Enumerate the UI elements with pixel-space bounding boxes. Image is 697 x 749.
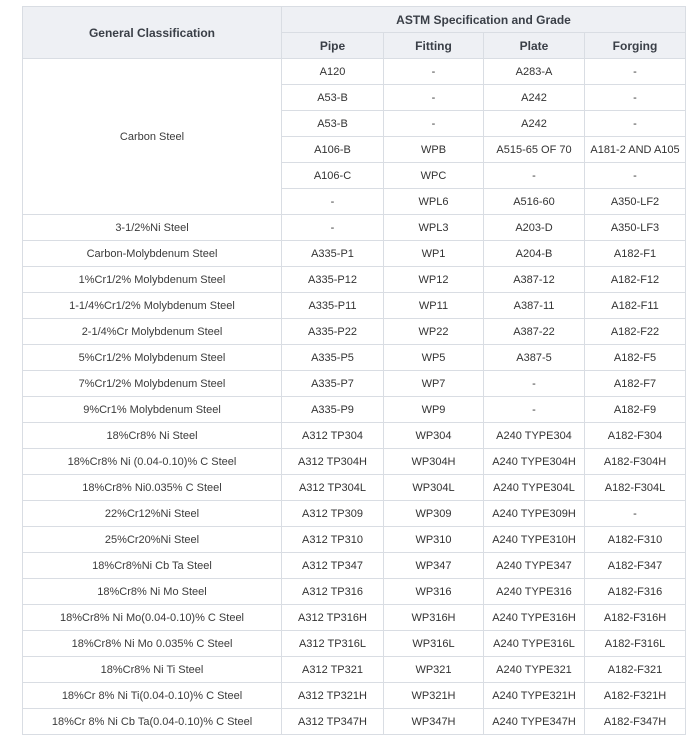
classification-cell: 18%Cr 8% Ni Ti(0.04-0.10)% C Steel bbox=[23, 683, 282, 709]
plate-cell: A240 TYPE304H bbox=[484, 449, 585, 475]
plate-header: Plate bbox=[484, 33, 585, 59]
pipe-cell: A335-P22 bbox=[282, 319, 384, 345]
forging-cell: A182-F316H bbox=[585, 605, 686, 631]
pipe-cell: A335-P5 bbox=[282, 345, 384, 371]
plate-cell: A240 TYPE347H bbox=[484, 709, 585, 735]
plate-cell: A387-11 bbox=[484, 293, 585, 319]
table-row bbox=[23, 241, 686, 267]
table-row bbox=[23, 345, 686, 371]
fitting-cell: WP7 bbox=[384, 371, 484, 397]
plate-cell: A387-22 bbox=[484, 319, 585, 345]
forging-cell: A182-F5 bbox=[585, 345, 686, 371]
forging-cell: A182-F304L bbox=[585, 475, 686, 501]
table-row bbox=[23, 319, 686, 345]
table-row bbox=[23, 267, 686, 293]
forging-cell: - bbox=[585, 111, 686, 137]
classification-cell: 18%Cr 8% Ni Cb Ta(0.04-0.10)% C Steel bbox=[23, 709, 282, 735]
table-row bbox=[23, 475, 686, 501]
pipe-cell: A312 TP347H bbox=[282, 709, 384, 735]
forging-cell: A182-F304 bbox=[585, 423, 686, 449]
astm-specification-table bbox=[22, 6, 686, 735]
plate-cell: A240 TYPE321H bbox=[484, 683, 585, 709]
fitting-cell: - bbox=[384, 111, 484, 137]
table-row bbox=[23, 215, 686, 241]
classification-cell: 2-1/4%Cr Molybdenum Steel bbox=[23, 319, 282, 345]
plate-cell: A240 TYPE316 bbox=[484, 579, 585, 605]
plate-cell: A240 TYPE309H bbox=[484, 501, 585, 527]
pipe-cell: A312 TP304H bbox=[282, 449, 384, 475]
forging-cell: A182-F12 bbox=[585, 267, 686, 293]
fitting-cell: WP5 bbox=[384, 345, 484, 371]
fitting-cell: WP11 bbox=[384, 293, 484, 319]
forging-cell: A182-F9 bbox=[585, 397, 686, 423]
pipe-cell: A106-C bbox=[282, 163, 384, 189]
plate-cell: - bbox=[484, 397, 585, 423]
table-row bbox=[23, 397, 686, 423]
plate-cell: A240 TYPE347 bbox=[484, 553, 585, 579]
classification-cell: 18%Cr8% Ni Steel bbox=[23, 423, 282, 449]
classification-cell: 1%Cr1/2% Molybdenum Steel bbox=[23, 267, 282, 293]
forging-cell: - bbox=[585, 501, 686, 527]
carbon-steel-label: Carbon Steel bbox=[23, 59, 282, 215]
forging-cell: A181-2 AND A105 bbox=[585, 137, 686, 163]
classification-cell: Carbon-Molybdenum Steel bbox=[23, 241, 282, 267]
fitting-cell: WP304H bbox=[384, 449, 484, 475]
fitting-cell: WP310 bbox=[384, 527, 484, 553]
pipe-cell: A312 TP316 bbox=[282, 579, 384, 605]
fitting-cell: WP321 bbox=[384, 657, 484, 683]
forging-cell: - bbox=[585, 163, 686, 189]
fitting-cell: - bbox=[384, 59, 484, 85]
plate-cell: A283-A bbox=[484, 59, 585, 85]
general-classification-header: General Classification bbox=[23, 7, 282, 59]
table-row bbox=[23, 501, 686, 527]
plate-cell: A240 TYPE304 bbox=[484, 423, 585, 449]
classification-cell: 25%Cr20%Ni Steel bbox=[23, 527, 282, 553]
table-row bbox=[23, 709, 686, 735]
pipe-header: Pipe bbox=[282, 33, 384, 59]
fitting-cell: WPC bbox=[384, 163, 484, 189]
forging-cell: A182-F310 bbox=[585, 527, 686, 553]
pipe-cell: A120 bbox=[282, 59, 384, 85]
plate-cell: A515-65 OF 70 bbox=[484, 137, 585, 163]
plate-cell: A240 TYPE316L bbox=[484, 631, 585, 657]
classification-cell: 5%Cr1/2% Molybdenum Steel bbox=[23, 345, 282, 371]
forging-cell: A182-F347 bbox=[585, 553, 686, 579]
plate-cell: A240 TYPE316H bbox=[484, 605, 585, 631]
plate-cell: A240 TYPE310H bbox=[484, 527, 585, 553]
classification-cell: 18%Cr8% Ni Mo(0.04-0.10)% C Steel bbox=[23, 605, 282, 631]
classification-cell: 18%Cr8% Ni0.035% C Steel bbox=[23, 475, 282, 501]
plate-cell: A203-D bbox=[484, 215, 585, 241]
forging-cell: A350-LF3 bbox=[585, 215, 686, 241]
table-row bbox=[23, 605, 686, 631]
table-row bbox=[23, 683, 686, 709]
fitting-cell: WP321H bbox=[384, 683, 484, 709]
plate-cell: A387-5 bbox=[484, 345, 585, 371]
pipe-cell: A335-P12 bbox=[282, 267, 384, 293]
classification-cell: 18%Cr8% Ni Mo 0.035% C Steel bbox=[23, 631, 282, 657]
pipe-cell: A335-P1 bbox=[282, 241, 384, 267]
forging-cell: A182-F7 bbox=[585, 371, 686, 397]
table-row bbox=[23, 293, 686, 319]
fitting-cell: WPL6 bbox=[384, 189, 484, 215]
plate-cell: A240 TYPE321 bbox=[484, 657, 585, 683]
pipe-cell: A53-B bbox=[282, 85, 384, 111]
forging-cell: - bbox=[585, 59, 686, 85]
plate-cell: - bbox=[484, 163, 585, 189]
fitting-header: Fitting bbox=[384, 33, 484, 59]
classification-cell: 7%Cr1/2% Molybdenum Steel bbox=[23, 371, 282, 397]
classification-cell: 18%Cr8% Ni Mo Steel bbox=[23, 579, 282, 605]
forging-cell: A182-F304H bbox=[585, 449, 686, 475]
pipe-cell: A106-B bbox=[282, 137, 384, 163]
classification-cell: 1-1/4%Cr1/2% Molybdenum Steel bbox=[23, 293, 282, 319]
forging-cell: A182-F321H bbox=[585, 683, 686, 709]
forging-cell: - bbox=[585, 85, 686, 111]
table-row bbox=[23, 59, 686, 85]
fitting-cell: WP316H bbox=[384, 605, 484, 631]
plate-cell: A204-B bbox=[484, 241, 585, 267]
pipe-cell: A335-P9 bbox=[282, 397, 384, 423]
pipe-cell: - bbox=[282, 215, 384, 241]
plate-cell: A516-60 bbox=[484, 189, 585, 215]
fitting-cell: - bbox=[384, 85, 484, 111]
fitting-cell: WP316 bbox=[384, 579, 484, 605]
table-row bbox=[23, 553, 686, 579]
fitting-cell: WP316L bbox=[384, 631, 484, 657]
pipe-cell: - bbox=[282, 189, 384, 215]
pipe-cell: A312 TP304 bbox=[282, 423, 384, 449]
fitting-cell: WP1 bbox=[384, 241, 484, 267]
classification-cell: 18%Cr8%Ni Cb Ta Steel bbox=[23, 553, 282, 579]
pipe-cell: A312 TP316L bbox=[282, 631, 384, 657]
pipe-cell: A312 TP321H bbox=[282, 683, 384, 709]
forging-cell: A182-F1 bbox=[585, 241, 686, 267]
fitting-cell: WP347H bbox=[384, 709, 484, 735]
table-row bbox=[23, 449, 686, 475]
pipe-cell: A312 TP321 bbox=[282, 657, 384, 683]
astm-specification-header: ASTM Specification and Grade bbox=[282, 7, 686, 33]
classification-cell: 22%Cr12%Ni Steel bbox=[23, 501, 282, 527]
fitting-cell: WP304 bbox=[384, 423, 484, 449]
fitting-cell: WP309 bbox=[384, 501, 484, 527]
classification-cell: 18%Cr8% Ni (0.04-0.10)% C Steel bbox=[23, 449, 282, 475]
forging-cell: A182-F11 bbox=[585, 293, 686, 319]
pipe-cell: A335-P11 bbox=[282, 293, 384, 319]
table-row bbox=[23, 527, 686, 553]
classification-cell: 3-1/2%Ni Steel bbox=[23, 215, 282, 241]
fitting-cell: WP22 bbox=[384, 319, 484, 345]
classification-cell: 9%Cr1% Molybdenum Steel bbox=[23, 397, 282, 423]
forging-cell: A182-F316 bbox=[585, 579, 686, 605]
fitting-cell: WP304L bbox=[384, 475, 484, 501]
table-row bbox=[23, 657, 686, 683]
plate-cell: A240 TYPE304L bbox=[484, 475, 585, 501]
table-body bbox=[23, 59, 686, 735]
table-row bbox=[23, 423, 686, 449]
forging-cell: A182-F347H bbox=[585, 709, 686, 735]
plate-cell: - bbox=[484, 371, 585, 397]
pipe-cell: A53-B bbox=[282, 111, 384, 137]
forging-cell: A350-LF2 bbox=[585, 189, 686, 215]
plate-cell: A242 bbox=[484, 111, 585, 137]
forging-cell: A182-F316L bbox=[585, 631, 686, 657]
classification-cell: 18%Cr8% Ni Ti Steel bbox=[23, 657, 282, 683]
pipe-cell: A312 TP310 bbox=[282, 527, 384, 553]
plate-cell: A242 bbox=[484, 85, 585, 111]
forging-header: Forging bbox=[585, 33, 686, 59]
pipe-cell: A312 TP304L bbox=[282, 475, 384, 501]
pipe-cell: A335-P7 bbox=[282, 371, 384, 397]
table-row bbox=[23, 631, 686, 657]
pipe-cell: A312 TP309 bbox=[282, 501, 384, 527]
fitting-cell: WP347 bbox=[384, 553, 484, 579]
table-row bbox=[23, 579, 686, 605]
pipe-cell: A312 TP316H bbox=[282, 605, 384, 631]
fitting-cell: WPB bbox=[384, 137, 484, 163]
fitting-cell: WP12 bbox=[384, 267, 484, 293]
forging-cell: A182-F321 bbox=[585, 657, 686, 683]
forging-cell: A182-F22 bbox=[585, 319, 686, 345]
pipe-cell: A312 TP347 bbox=[282, 553, 384, 579]
fitting-cell: WP9 bbox=[384, 397, 484, 423]
table-row bbox=[23, 371, 686, 397]
fitting-cell: WPL3 bbox=[384, 215, 484, 241]
plate-cell: A387-12 bbox=[484, 267, 585, 293]
